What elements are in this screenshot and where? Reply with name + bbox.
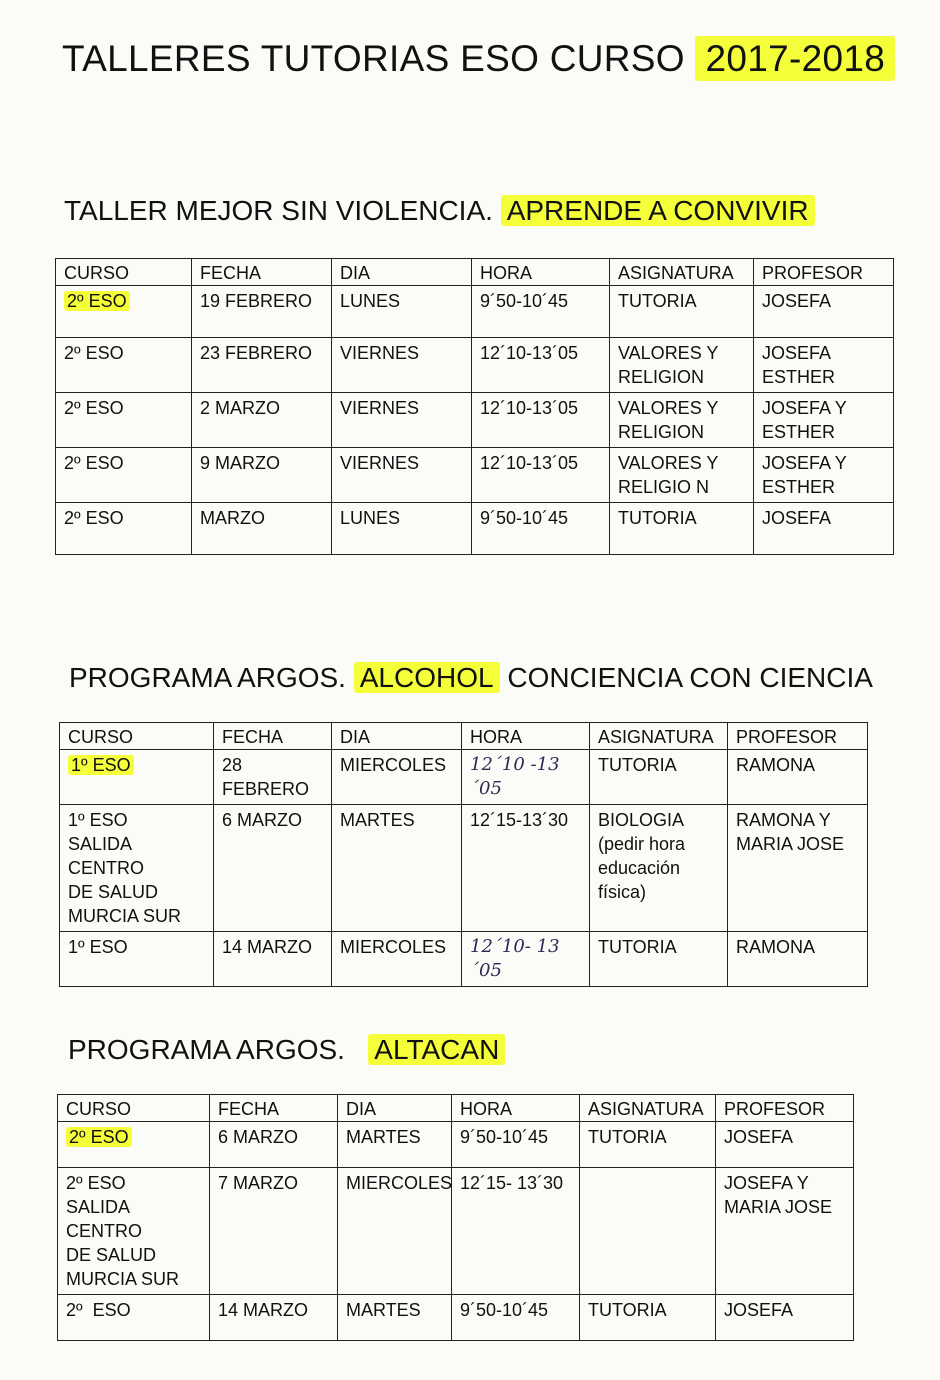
section-3-title-highlight: ALTACAN: [368, 1034, 505, 1065]
cell-dia: LUNES: [332, 503, 472, 555]
cell-dia: VIERNES: [332, 448, 472, 503]
cell-curso: [58, 1122, 210, 1168]
table-row: [56, 393, 894, 448]
cell-fecha: 14 MARZO: [214, 932, 332, 987]
cell-curso: 2º ESO: [56, 503, 192, 555]
curso-highlight: 2º ESO: [64, 291, 130, 311]
cell-dia: MARTES: [338, 1295, 452, 1341]
cell-hora: 12´10-13´05: [472, 338, 610, 393]
section-1-title-highlight: APRENDE A CONVIVIR: [501, 195, 815, 226]
section-1-title: [64, 195, 815, 227]
cell-asignatura: TUTORIA: [610, 286, 754, 338]
section-2-table: [59, 722, 868, 987]
col-profesor: PROFESOR: [716, 1095, 854, 1122]
table-row: [58, 1168, 854, 1295]
cell-hora: 12´10-13´05: [472, 448, 610, 503]
cell-hora: 9´50-10´45: [472, 503, 610, 555]
cell-curso: 2º ESO: [58, 1295, 210, 1341]
asignatura-line: VALORES Y: [618, 343, 719, 363]
section-3-title-text: PROGRAMA ARGOS.: [68, 1034, 369, 1065]
col-hora: HORA: [462, 723, 590, 750]
cell-dia: MIERCOLES: [332, 932, 462, 987]
profesor-line: JOSEFA Y: [724, 1173, 809, 1193]
asignatura-line: física): [598, 882, 647, 902]
cell-asignatura: TUTORIA: [590, 750, 728, 805]
asignatura-line: RELIGION: [618, 367, 705, 387]
col-hora: HORA: [452, 1095, 580, 1122]
profesor-line: RAMONA Y: [736, 810, 831, 830]
table-row: [56, 448, 894, 503]
section-1-table: [55, 258, 894, 555]
curso-line: 2º ESO: [66, 1173, 126, 1193]
profesor-line: JOSEFA Y: [762, 398, 847, 418]
curso-line: DE SALUD: [66, 1245, 157, 1265]
curso-line: SALIDA CENTRO: [68, 834, 144, 878]
col-fecha: FECHA: [210, 1095, 338, 1122]
col-fecha: FECHA: [192, 259, 332, 286]
cell-curso: 2º ESO: [56, 338, 192, 393]
col-fecha: FECHA: [214, 723, 332, 750]
profesor-line: MARIA JOSE: [736, 834, 845, 854]
cell-curso: [58, 1168, 210, 1295]
col-asignatura: ASIGNATURA: [610, 259, 754, 286]
document-title: [62, 38, 912, 80]
col-profesor: PROFESOR: [754, 259, 894, 286]
table-row: [60, 750, 868, 805]
table-row: [56, 286, 894, 338]
curso-line: 1º ESO: [68, 810, 128, 830]
col-dia: DIA: [338, 1095, 452, 1122]
profesor-line: JOSEFA: [762, 343, 832, 363]
table-header-row: [56, 259, 894, 286]
cell-asignatura: TUTORIA: [580, 1295, 716, 1341]
cell-curso: [60, 805, 214, 932]
title-year-highlight: 2017-2018: [695, 36, 895, 81]
cell-asignatura: [590, 805, 728, 932]
col-dia: DIA: [332, 259, 472, 286]
section-2-title-text: PROGRAMA ARGOS.: [69, 662, 354, 693]
profesor-line: ESTHER: [762, 367, 836, 387]
cell-curso: [56, 286, 192, 338]
cell-profesor: [728, 805, 868, 932]
profesor-line: ESTHER: [762, 422, 836, 442]
col-curso: CURSO: [56, 259, 192, 286]
cell-hora: 12´15- 13´30: [452, 1168, 580, 1295]
col-curso: CURSO: [58, 1095, 210, 1122]
profesor-line: ESTHER: [762, 477, 836, 497]
cell-hora-handwritten: 12´10- 13´05: [462, 932, 590, 987]
cell-profesor: [716, 1168, 854, 1295]
table-row: [56, 503, 894, 555]
asignatura-line: VALORES Y: [618, 398, 719, 418]
col-dia: DIA: [332, 723, 462, 750]
section-1-title-text: TALLER MEJOR SIN VIOLENCIA.: [64, 195, 501, 226]
section-2-title-highlight: ALCOHOL: [354, 662, 500, 693]
curso-highlight: 1º ESO: [68, 755, 134, 775]
cell-profesor: [754, 338, 894, 393]
section-2-title: [69, 662, 873, 694]
curso-line: SALIDA CENTRO: [66, 1197, 142, 1241]
cell-hora: 9´50-10´45: [472, 286, 610, 338]
cell-fecha: 6 MARZO: [214, 805, 332, 932]
table-row: [58, 1122, 854, 1168]
cell-asignatura: TUTORIA: [580, 1122, 716, 1168]
fecha-line: FEBRERO: [222, 779, 310, 799]
section-2-title-rest: CONCIENCIA CON CIENCIA: [499, 662, 873, 693]
cell-hora-handwritten: 12´10 -13´05: [462, 750, 590, 805]
cell-curso: 2º ESO: [56, 393, 192, 448]
cell-curso: [60, 750, 214, 805]
table-row: [60, 932, 868, 987]
asignatura-line: (pedir hora: [598, 834, 686, 854]
table-row: [56, 338, 894, 393]
col-curso: CURSO: [60, 723, 214, 750]
cell-dia: MIERCOLES: [332, 750, 462, 805]
cell-dia: MIERCOLES: [338, 1168, 452, 1295]
cell-asignatura: [610, 338, 754, 393]
cell-curso: 1º ESO: [60, 932, 214, 987]
asignatura-line: BIOLOGIA: [598, 810, 685, 830]
table-row: [58, 1295, 854, 1341]
cell-profesor: RAMONA: [728, 932, 868, 987]
col-asignatura: ASIGNATURA: [590, 723, 728, 750]
cell-fecha: MARZO: [192, 503, 332, 555]
cell-asignatura: [580, 1168, 716, 1295]
cell-profesor: RAMONA: [728, 750, 868, 805]
cell-profesor: [754, 448, 894, 503]
curso-highlight: 2º ESO: [66, 1127, 132, 1147]
cell-profesor: JOSEFA: [716, 1122, 854, 1168]
cell-asignatura: TUTORIA: [590, 932, 728, 987]
cell-fecha: 2 MARZO: [192, 393, 332, 448]
cell-dia: VIERNES: [332, 393, 472, 448]
cell-hora: 9´50-10´45: [452, 1295, 580, 1341]
cell-profesor: JOSEFA: [754, 503, 894, 555]
cell-hora: 12´10-13´05: [472, 393, 610, 448]
cell-asignatura: [610, 393, 754, 448]
section-3-table: [57, 1094, 854, 1341]
cell-fecha: 9 MARZO: [192, 448, 332, 503]
cell-asignatura: [610, 448, 754, 503]
curso-line: DE SALUD: [68, 882, 159, 902]
title-text: TALLERES TUTORIAS ESO CURSO: [62, 38, 696, 79]
cell-dia: MARTES: [332, 805, 462, 932]
table-header-row: [58, 1095, 854, 1122]
col-asignatura: ASIGNATURA: [580, 1095, 716, 1122]
cell-hora: 12´15-13´30: [462, 805, 590, 932]
asignatura-line: educación: [598, 858, 681, 878]
cell-dia: MARTES: [338, 1122, 452, 1168]
cell-profesor: JOSEFA: [716, 1295, 854, 1341]
curso-line: MURCIA SUR: [66, 1269, 180, 1289]
cell-hora: 9´50-10´45: [452, 1122, 580, 1168]
cell-fecha: 6 MARZO: [210, 1122, 338, 1168]
table-header-row: [60, 723, 868, 750]
cell-dia: VIERNES: [332, 338, 472, 393]
cell-profesor: JOSEFA: [754, 286, 894, 338]
section-3-title: [68, 1034, 505, 1066]
asignatura-line: RELIGION: [618, 422, 705, 442]
cell-fecha: 19 FEBRERO: [192, 286, 332, 338]
cell-fecha: 23 FEBRERO: [192, 338, 332, 393]
profesor-line: JOSEFA Y: [762, 453, 847, 473]
profesor-line: MARIA JOSE: [724, 1197, 833, 1217]
col-hora: HORA: [472, 259, 610, 286]
cell-asignatura: TUTORIA: [610, 503, 754, 555]
fecha-line: 28: [222, 755, 243, 775]
cell-fecha: 7 MARZO: [210, 1168, 338, 1295]
cell-dia: LUNES: [332, 286, 472, 338]
table-row: [60, 805, 868, 932]
cell-curso: 2º ESO: [56, 448, 192, 503]
cell-fecha: 14 MARZO: [210, 1295, 338, 1341]
cell-fecha: [214, 750, 332, 805]
curso-line: MURCIA SUR: [68, 906, 182, 926]
cell-profesor: [754, 393, 894, 448]
asignatura-line: RELIGIO N: [618, 477, 710, 497]
col-profesor: PROFESOR: [728, 723, 868, 750]
asignatura-line: VALORES Y: [618, 453, 719, 473]
